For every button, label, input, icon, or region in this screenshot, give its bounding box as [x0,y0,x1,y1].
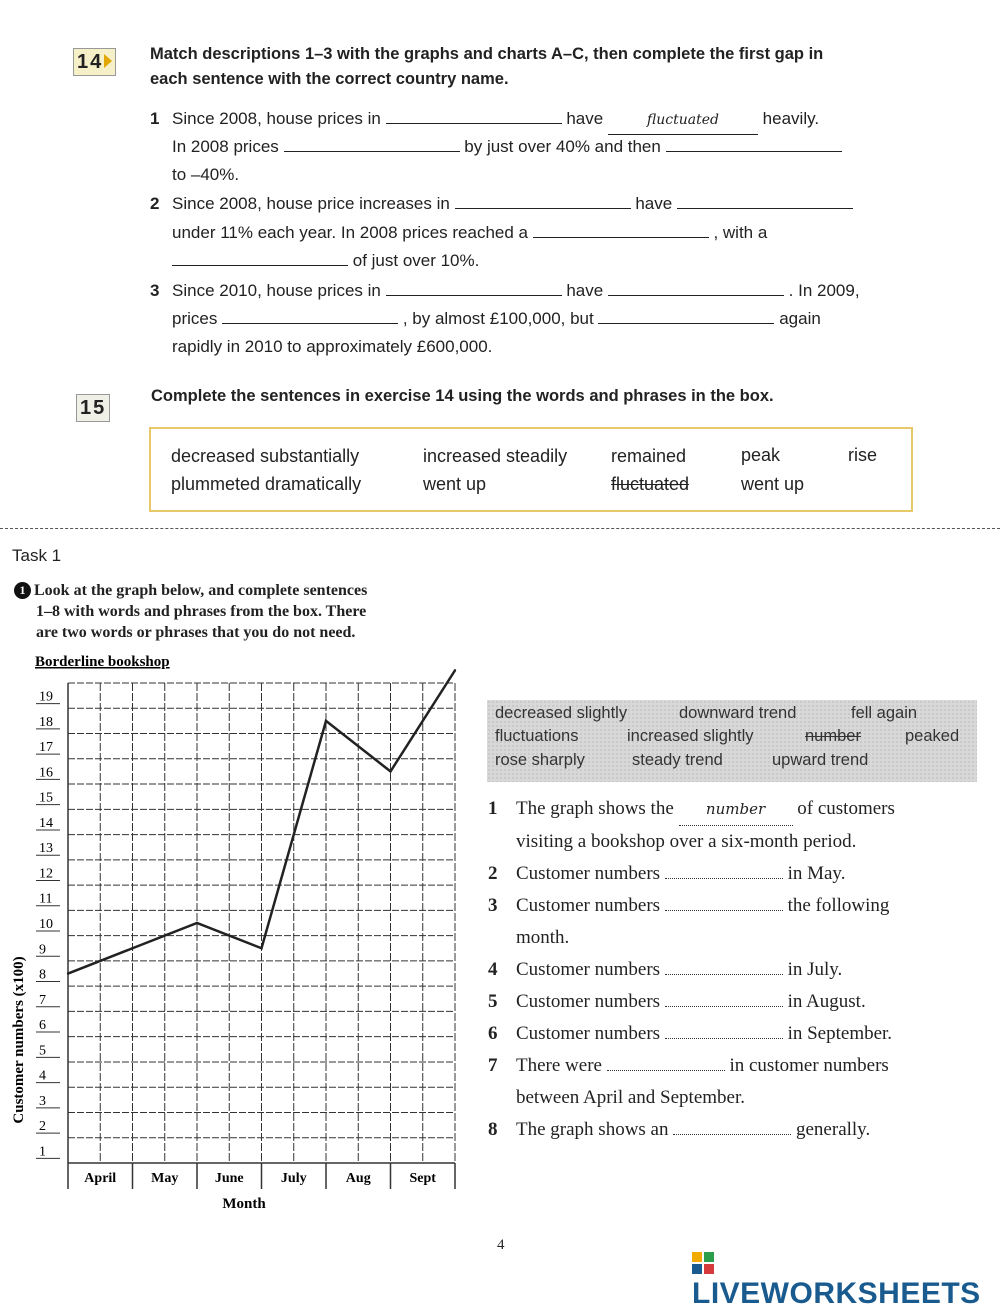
ex14-sentence-2-line-2: under 11% each year. In 2008 prices reached a , with a [172,223,768,242]
y-tick-label: 9 [39,942,46,958]
arrow-icon [104,54,112,68]
x-tick-label: April [84,1171,117,1186]
word: peak [741,445,781,465]
data-point [454,669,456,671]
answer-gap[interactable] [665,896,783,911]
y-tick-label: 8 [39,967,46,983]
word: peaked [905,727,960,745]
circled-number-icon: 1 [14,582,31,599]
exercise-15-word-box [149,427,913,512]
data-point [389,770,391,772]
y-axis-label: Customer numbers (x100) [11,956,27,1124]
data-point [196,922,198,924]
y-tick-label: 5 [39,1043,46,1059]
chart-grid [68,683,455,1189]
word: plummeted dramatically [171,474,362,494]
word: upward trend [772,751,869,769]
gap-input[interactable] [677,194,853,209]
x-tick-label: May [151,1171,179,1186]
question-8: 8 The graph shows an generally. [488,1119,871,1140]
y-tick-labels [36,690,60,1160]
gap-input[interactable] [386,109,562,124]
y-tick-label: 7 [39,992,46,1008]
y-tick-label: 18 [39,714,53,730]
word: downward trend [679,704,797,722]
exercise-15-number: 15 [76,394,110,422]
data-point [260,947,262,949]
y-tick-label: 11 [39,891,53,907]
answer-gap[interactable] [673,1120,791,1135]
ex14-sentence-3-line-2: prices , by almost £100,000, but again [172,309,821,328]
y-tick-label: 6 [39,1018,46,1034]
gap-input[interactable] [608,281,784,296]
data-point [67,972,69,974]
y-tick-label: 17 [39,740,53,756]
word: remained [611,446,687,466]
exercise-15-instruction: Complete the sentences in exercise 14 using the words and phrases in the box. [151,387,774,405]
handwritten-answer[interactable]: number [679,793,793,826]
line-chart [0,645,470,1220]
ex14-sentence-3-line-3: rapidly in 2010 to approximately £600,000. [172,337,493,356]
ex14-sentence-1: 1 Since 2008, house prices in have fluctuated heavily. [150,105,910,135]
dashed-divider [0,528,1000,529]
x-tick-label: June [214,1171,244,1186]
gap-input[interactable] [666,137,842,152]
task-instruction: 1 Look at the graph below, and complete sentences 1–8 with words and phrases from the box. There are two words or phrases that you do not need. [14,580,367,643]
data-point [325,720,327,722]
ex14-sentence-1-line-3: to –40%. [172,165,240,184]
task-word-box [487,700,977,782]
exercise-14-instruction-line-1: Match descriptions 1–3 with the graphs and charts A–C, then complete the first gap in [150,45,824,63]
exercise-14-number: 14 [73,48,116,76]
question-4: 4 Customer numbers in July. [488,959,843,980]
answer-gap[interactable] [665,960,783,975]
ex14-sentence-2-line-3: of just over 10%. [172,247,912,275]
word: increased steadily [423,446,568,466]
word: decreased slightly [495,704,628,722]
gap-input[interactable] [172,251,348,266]
x-tick-label: Sept [409,1171,436,1186]
exercise-14-instruction-line-2: each sentence with the correct country name. [150,70,509,88]
question-7: 7 There were in customer numbers [488,1055,889,1076]
answer-gap[interactable] [665,992,783,1007]
word: fell again [851,704,918,722]
word: fluctuations [495,727,579,745]
gap-input[interactable] [222,309,398,324]
gap-input[interactable] [598,309,774,324]
y-tick-label: 4 [39,1068,46,1084]
logo-icon [692,1252,714,1274]
x-tick-label: Aug [345,1171,371,1186]
word: steady trend [632,751,723,769]
question-5: 5 Customer numbers in August. [488,991,866,1012]
x-tick-label: July [280,1171,307,1186]
question-6: 6 Customer numbers in September. [488,1023,893,1044]
x-tick-labels [84,1171,436,1186]
y-tick-label: 2 [39,1119,46,1135]
word: increased slightly [627,727,754,745]
page-number: 4 [497,1237,505,1253]
y-tick-label: 1 [39,1144,46,1160]
ex14-sentence-3: 3 Since 2010, house prices in have . In 2009, [150,281,860,300]
ex14-sentence-2: 2 Since 2008, house price increases in have [150,190,910,218]
gap-input[interactable] [533,223,709,238]
word-struck: number [805,727,861,745]
ex14-sentence-1-line-2: In 2008 prices by just over 40% and then [172,133,912,161]
word-struck: fluctuated [611,474,690,494]
gap-input[interactable] [455,194,631,209]
chart-title: Borderline bookshop [35,654,170,670]
answer-gap[interactable] [665,864,783,879]
answer-gap[interactable] [607,1056,725,1071]
y-tick-label: 19 [39,689,53,705]
y-tick-label: 14 [39,815,53,831]
data-point [131,947,133,949]
word: rise [848,445,878,465]
liveworksheets-logo[interactable]: LIVEWORKSHEETS [692,1252,1000,1311]
y-tick-label: 16 [39,765,53,781]
answer-gap[interactable] [665,1024,783,1039]
word: went up [423,474,487,494]
word: went up [741,474,805,494]
word: decreased substantially [171,446,360,466]
x-axis-label: Month [222,1196,266,1212]
gap-input[interactable] [284,137,460,152]
questions-list: 1 The graph shows the number of customers visiting a bookshop over a six-month period. 2 Customer numbers in May. 3 Customer numbers the following month. 4 Customer numbers in July. 5 Customer numbers in August. 6 Customer numbers in September. 7 There were in customer numbers between April and September. 8 The graph shows an generally. [488,793,978,1146]
handwritten-answer[interactable]: fluctuated [608,106,758,135]
question-2: 2 Customer numbers in May. [488,863,846,884]
y-tick-label: 13 [39,841,53,857]
y-tick-label: 3 [39,1093,46,1109]
word: rose sharply [495,751,585,769]
y-tick-label: 15 [39,790,53,806]
y-tick-label: 12 [39,866,53,882]
y-tick-label: 10 [39,917,53,932]
gap-input[interactable] [386,281,562,296]
question-1: 1 The graph shows the number of customers [488,793,978,826]
task-title: Task 1 [12,546,62,565]
question-3: 3 Customer numbers the following [488,895,890,916]
